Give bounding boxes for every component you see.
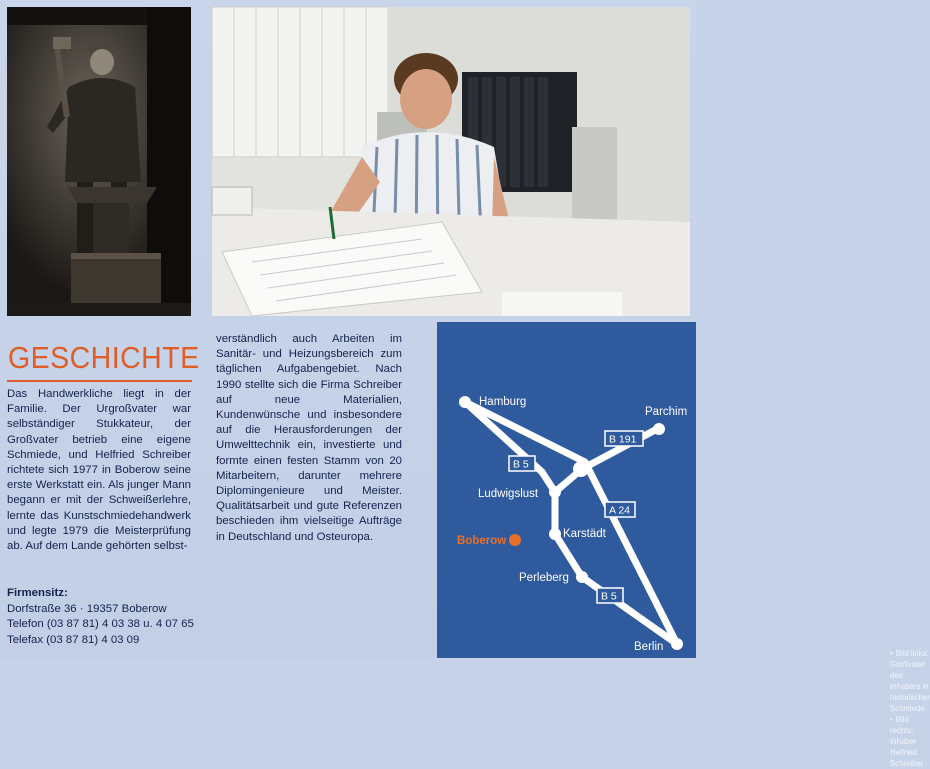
road-label-b5-north: B 5 [513,458,529,471]
city-label-boberow: Boberow [457,535,507,547]
node-hamburg [459,396,471,408]
caption-right-photo: • Bild rechts: Inhaber Helfried Schreiber [890,714,930,769]
contact-address: Dorfstraße 36 · 19357 Boberow [7,602,167,615]
road-label-b5-south: B 5 [601,590,617,603]
contact-fax: Telefax (03 87 81) 4 03 09 [7,633,140,646]
contact-phone: Telefon (03 87 81) 4 03 38 u. 4 07 65 [7,618,194,630]
body-text-column-1 [7,387,191,554]
heading-underline [7,380,192,382]
body-paragraph-2: verständlich auch Arbeiten im Sanitär- und Heizungsbereich zum täglichen Aufgabengebiet. Nach 1990 stellte sich die Firma Schreiber auf neue Materialien, Kundenwünsche und insbesondere auf die Herausforderungen der Umwelttechnik ein, investierte und formte einen festen Stamm von 20 Mitarbeitern, darunter mehrere Diplomingenieure und Meister. Qualitätsarbeit und gute Referenzen beschieden ihm vielseitige Aufträge in Deutschland und Osteuropa. [216,333,402,543]
city-label-ludwigslust: Ludwigslust [478,488,539,500]
city-label-berlin: Berlin [634,641,664,653]
contact-label: Firmensitz: [7,587,68,599]
node-berlin [671,638,683,650]
city-label-karstaedt: Karstädt [563,528,606,540]
location-map-panel [437,322,930,768]
city-label-parchim: Parchim [645,406,688,418]
body-paragraph-1: Das Handwerkliche liegt in der Familie. Der Urgroßvater war selbständiger Stukkateur, der Großvater betrieb eine eigene Schmiede, und Helfried Schreiber richtete sich 1977 in Boberow seine erste Werkstatt ein. Als junger Mann begann er mit der Schweißerlehre, lernte das Kunstschmiedehandwerk und legte 1979 die Meisterprüfung ab. Auf dem Lande gehörten selbst- [7,388,191,553]
road-label-a24: A 24 [609,504,631,517]
caption-left-photo: • Bild links: Großvater des Inhabers in historischer Schmiede [890,648,930,714]
photo-grandfather-forge [7,7,191,316]
body-text-column-2 [216,332,402,545]
city-label-hamburg: Hamburg [479,396,527,408]
route-map [437,322,696,658]
photo-owner-helfried-schreiber [212,7,690,316]
node-parchim [653,423,665,435]
contact-block [7,586,207,648]
node-perleberg [576,571,588,583]
node-junction [573,461,589,477]
node-karstaedt [549,528,561,540]
node-boberow [509,534,521,546]
road-label-b191: B 191 [609,433,637,446]
node-ludwigslust [549,486,561,498]
photo-captions [890,648,930,769]
city-label-perleberg: Perleberg [519,572,569,584]
page-title: GESCHICHTE [8,340,200,375]
